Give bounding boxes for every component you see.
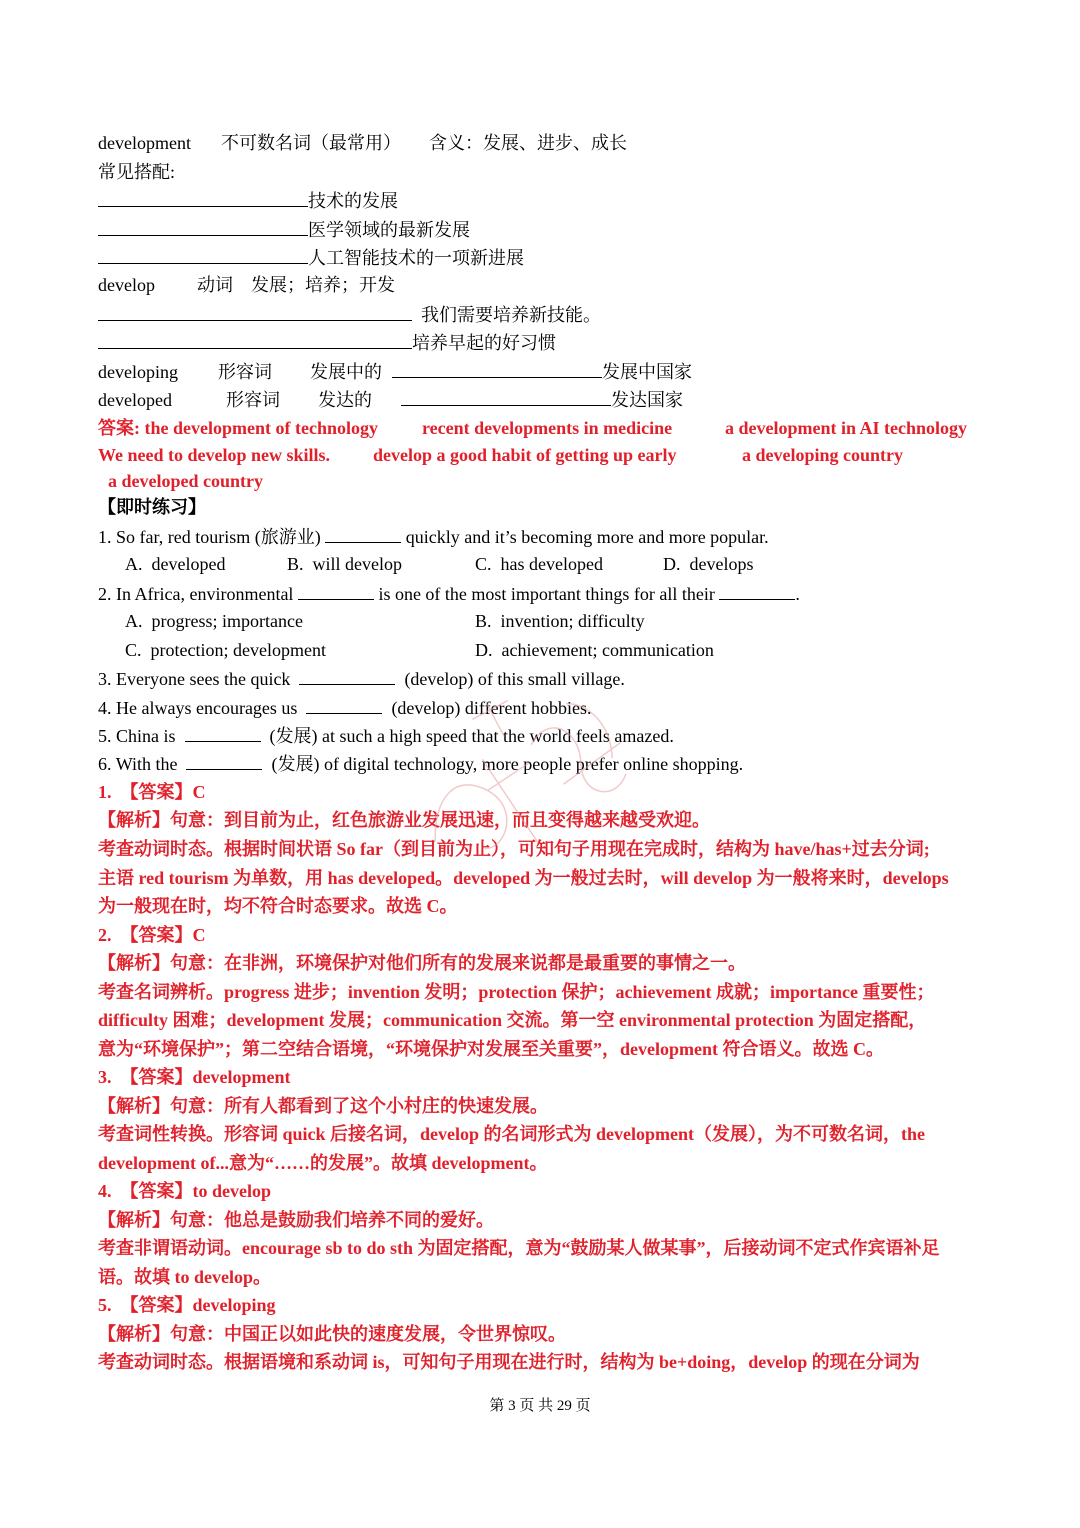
develop-example-2: 培养早起的好习惯 xyxy=(98,331,556,354)
explanation-1-line: 【解析】句意：到目前为止，红色旅游业发展迅速，而且变得越来越受欢迎。 xyxy=(98,810,710,830)
developed-definition: developed 形容词 发达的 发达国家 xyxy=(98,390,683,410)
question-1: 1. So far, red tourism (旅游业) quickly and it’s becoming more and more popular. xyxy=(98,527,769,547)
answer-blank[interactable] xyxy=(306,696,382,714)
answer-2: recent developments in medicine xyxy=(422,418,673,438)
question-4: 4. He always encourages us (develop) different hobbies. xyxy=(98,698,592,718)
explanation-1-line: 为一般现在时，均不符合时态要求。故选 C。 xyxy=(98,896,458,916)
answer-blank[interactable] xyxy=(298,582,374,600)
answer-blank[interactable] xyxy=(98,189,308,207)
explanation-3-line: development of...意为“……的发展”。故填 development。 xyxy=(98,1153,548,1173)
answer-7: a developed country xyxy=(108,471,263,491)
q1-option-b[interactable]: B. will develop xyxy=(287,554,402,574)
explanation-3-head: 3. 【答案】development xyxy=(98,1067,291,1087)
answer-3: a development in AI technology xyxy=(725,418,968,438)
explanation-3-line: 考查词性转换。形容词 quick 后接名词，develop 的名词形式为 development（发展），为不可数名词，the xyxy=(98,1124,926,1144)
question-6: 6. With the (发展) of digital technology, more people prefer online shopping. xyxy=(98,754,744,774)
answer-6: a developing country xyxy=(742,445,904,465)
explanation-5-line: 考查动词时态。根据语境和系动词 is，可知句子用现在进行时，结构为 be+doing，develop 的现在分词为 xyxy=(98,1352,920,1372)
answer-blank[interactable] xyxy=(98,246,308,264)
q1-option-c[interactable]: C. has developed xyxy=(475,554,603,574)
q2-option-c[interactable]: C. protection; development xyxy=(125,640,326,660)
answer-blank[interactable] xyxy=(98,331,412,349)
explanation-4-line: 语。故填 to develop。 xyxy=(98,1267,271,1287)
explanation-4-line: 考查非谓语动词。encourage sb to do sth 为固定搭配，意为“鼓励某人做某事”，后接动词不定式作宾语补足 xyxy=(98,1238,940,1258)
collocation-2: 医学领域的最新发展 xyxy=(98,218,470,241)
answer-blank[interactable] xyxy=(325,525,401,543)
explanation-5-line: 【解析】句意：中国正以如此快的速度发展，令世界惊叹。 xyxy=(98,1324,566,1344)
explanation-1-line: 考查动词时态。根据时间状语 So far（到目前为止），可知句子用现在完成时，结构为 have/has+过去分词; xyxy=(98,839,930,859)
answer-label-line: 答案: the development of technology xyxy=(98,418,378,438)
q1-option-d[interactable]: D. develops xyxy=(663,554,754,574)
explanation-1-line: 主语 red tourism 为单数，用 has developed。developed 为一般过去时，will develop 为一般将来时，develops xyxy=(98,868,949,888)
development-definition: development 不可数名词（最常用） 含义：发展、进步、成长 xyxy=(98,133,627,153)
develop-example-1: 我们需要培养新技能。 xyxy=(98,303,601,326)
q1-option-a[interactable]: A. developed xyxy=(125,554,226,574)
collocation-1: 技术的发展 xyxy=(98,189,398,212)
collocations-label: 常见搭配: xyxy=(98,162,176,182)
q2-option-a[interactable]: A. progress; importance xyxy=(125,611,303,631)
develop-definition: develop 动词 发展；培养；开发 xyxy=(98,275,395,295)
answer-blank[interactable] xyxy=(299,667,395,685)
practice-heading: 【即时练习】 xyxy=(98,497,206,517)
question-5: 5. China is (发展) at such a high speed that the world feels amazed. xyxy=(98,726,674,746)
collocation-3: 人工智能技术的一项新进展 xyxy=(98,246,524,269)
answer-5: develop a good habit of getting up early xyxy=(373,445,677,465)
explanation-2-line: 考查名词辨析。progress 进步；invention 发明；protection 保护；achievement 成就；importance 重要性； xyxy=(98,982,935,1002)
explanation-2-line: 【解析】句意：在非洲，环境保护对他们所有的发展来说都是最重要的事情之一。 xyxy=(98,953,746,973)
developing-definition: developing 形容词 发展中的 发展中国家 xyxy=(98,362,692,382)
question-3: 3. Everyone sees the quick (develop) of this small village. xyxy=(98,669,625,689)
explanation-2-line: 意为“环境保护”；第二空结合语境，“环境保护对发展至关重要”，development 符合语义。故选 C。 xyxy=(98,1039,884,1059)
explanation-1-head: 1. 【答案】C xyxy=(98,782,206,802)
q2-option-d[interactable]: D. achievement; communication xyxy=(475,640,714,660)
explanation-4-line: 【解析】句意：他总是鼓励我们培养不同的爱好。 xyxy=(98,1210,494,1230)
explanation-2-line: difficulty 困难；development 发展；communication 交流。第一空 environmental protection 为固定搭配， xyxy=(98,1010,927,1030)
explanation-4-head: 4. 【答案】to develop xyxy=(98,1181,271,1201)
explanation-3-line: 【解析】句意：所有人都看到了这个小村庄的快速发展。 xyxy=(98,1096,548,1116)
answer-blank[interactable] xyxy=(185,724,261,742)
answer-blank[interactable] xyxy=(392,360,602,378)
answer-blank[interactable] xyxy=(719,582,795,600)
page-footer: 第 3 页 共 29 页 xyxy=(489,1398,591,1414)
q2-option-b[interactable]: B. invention; difficulty xyxy=(475,611,645,631)
answer-blank[interactable] xyxy=(186,752,262,770)
answer-blank[interactable] xyxy=(401,388,611,406)
answer-blank[interactable] xyxy=(98,218,308,236)
answer-blank[interactable] xyxy=(98,303,412,321)
question-2: 2. In Africa, environmental is one of the most important things for all their . xyxy=(98,584,800,604)
explanation-2-head: 2. 【答案】C xyxy=(98,925,206,945)
explanation-5-head: 5. 【答案】developing xyxy=(98,1295,276,1315)
answer-4: We need to develop new skills. xyxy=(98,445,331,465)
